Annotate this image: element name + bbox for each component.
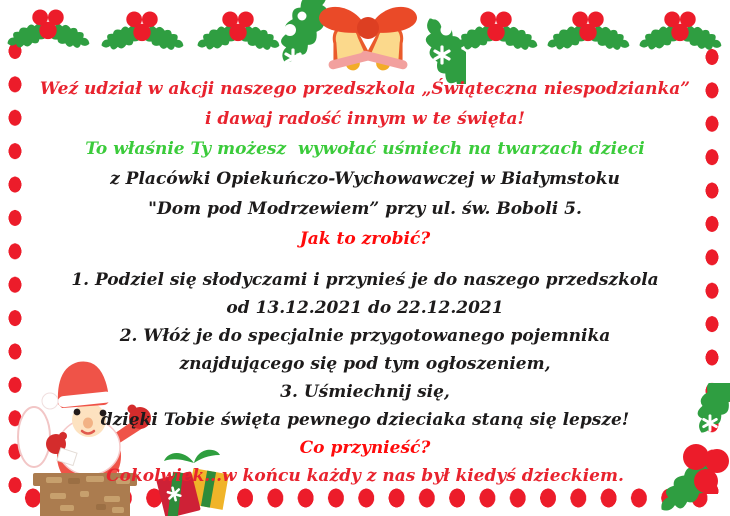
what-heading: Co przynieść? (299, 438, 431, 458)
holly-icon (544, 8, 632, 56)
intro-line-3: "Dom pod Modrzewiem” przy ul. św. Boboli 5. (148, 199, 582, 219)
flyer-text (0, 74, 730, 490)
step-2-line-2: znajdującego się pod tym ogłoszeniem, (179, 354, 551, 374)
holly-icon (194, 8, 282, 56)
intro-line-2: z Placówki Opiekuńczo-Wychowawczej w Białymstoku (110, 169, 620, 189)
holly-icon (636, 8, 724, 56)
step-3-line-1: 3. Uśmiechnij się, (280, 382, 450, 402)
title-line-2: i dawaj radość innym w te święta! (205, 109, 525, 129)
what-answer: Cokolwiek...w końcu każdy z nas był kiedyś dzieckiem. (106, 466, 624, 486)
title-line-1: Weź udział w akcji naszego przedszkola „Świąteczna niespodzianka” (39, 79, 691, 99)
holly-icon (98, 8, 186, 56)
step-1-line-1: 1. Podziel się słodyczami i przynieś je do naszego przedszkola (71, 270, 659, 290)
step-2-line-1: 2. Włóż je do specjalnie przygotowanego pojemnika (119, 326, 611, 346)
intro-green-line: To właśnie Ty możesz wywołać uśmiech na twarzach dzieci (85, 139, 645, 159)
step-3-line-2: dzięki Tobie święta pewnego dzieciaka staną się lepsze! (100, 410, 630, 430)
holly-icon (4, 6, 92, 54)
christmas-bells-icon (270, 0, 466, 84)
step-1-line-2: od 13.12.2021 do 22.12.2021 (226, 298, 504, 318)
how-heading: Jak to zrobić? (299, 229, 431, 249)
